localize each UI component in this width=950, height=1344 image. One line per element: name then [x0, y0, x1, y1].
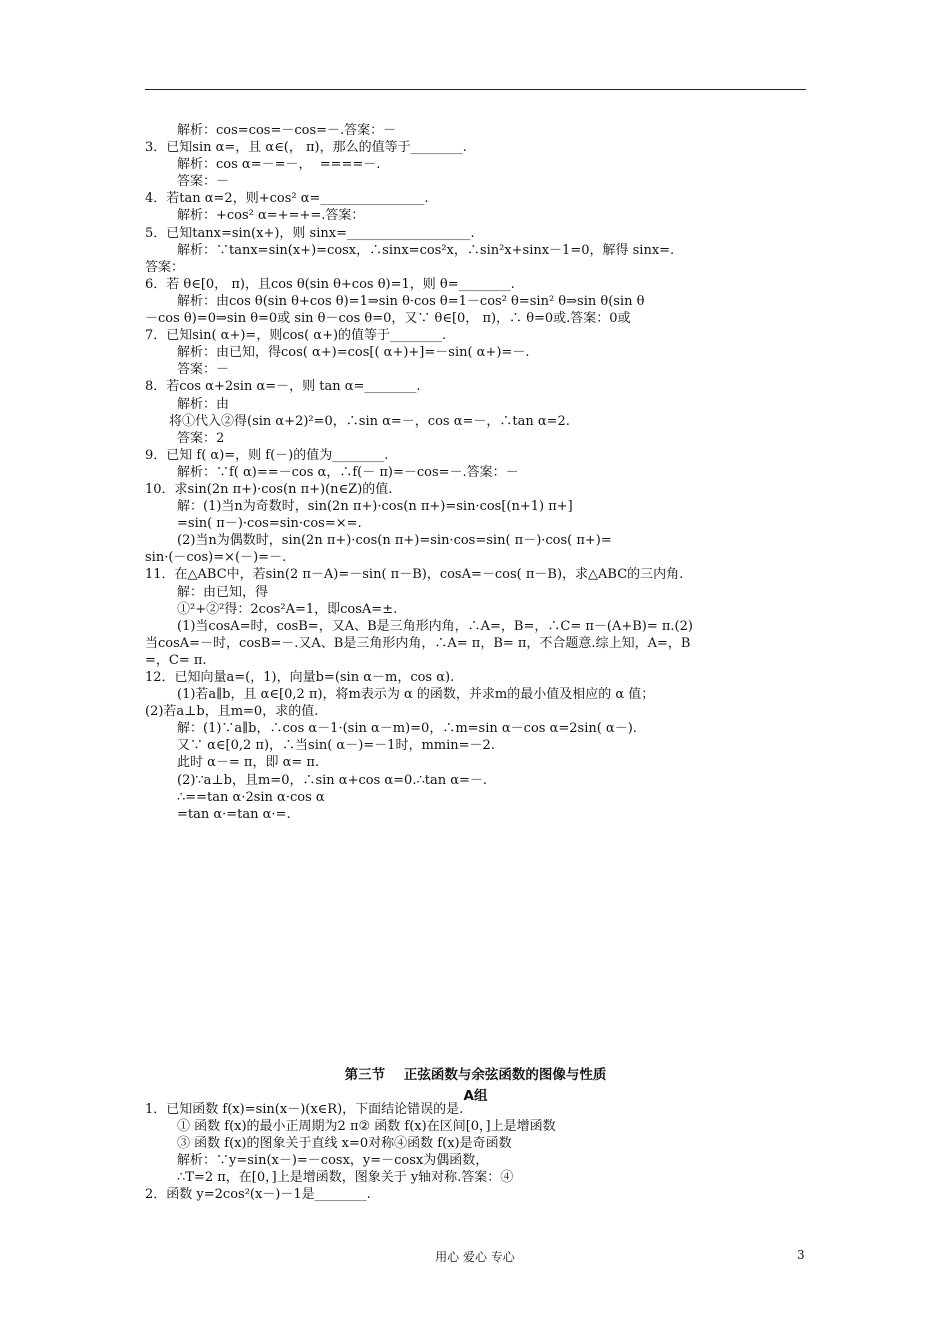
footer-slogan: 用心 爱心 专心 [435, 1250, 515, 1264]
text-line: 4．若tan α=2，则+cos² α=________________. [145, 191, 429, 207]
text-line: ∴T=2 π，在[0，]上是增函数，图象关于 y轴对称.答案：④ [177, 1170, 514, 1186]
text-line: 解析：+cos² α=+=+=.答案： [177, 208, 365, 224]
text-line: 解析：由 [177, 396, 230, 412]
text-line: 此时 α－= π，即 α= π. [177, 755, 320, 771]
text-line: 解：(1)当n为奇数时，sin(2n π+)·cos(n π+)=sin·cos[(n+1) π+] [177, 499, 573, 515]
text-line: 又∵ α∈[0,2 π)，∴当sin( α－)=－1时，mmin=－2. [177, 738, 495, 754]
text-line: ∴==tan α·2sin α·cos α [177, 789, 325, 805]
text-line: 7．已知sin( α+)=，则cos( α+)的值等于________. [145, 328, 447, 344]
text-line: 答案：2 [177, 430, 225, 446]
text-line: 解析：∵y=sin(x－)=－cosx，y=－cosx为偶函数， [177, 1153, 489, 1169]
text-line: 答案： [145, 259, 185, 275]
text-line: 答案：－ [177, 362, 230, 378]
text-line: 当cosA=－时，cosB=－.又A、B是三角形内角，∴A= π，B= π，不合题意.综上知，A=，B [145, 635, 691, 651]
text-line: sin·(－cos)=×(－)=－. [145, 550, 287, 566]
text-line: =，C= π. [145, 652, 207, 668]
text-line: (1)当cosA=时，cosB=，又A、B是三角形内角，∴A=，B=，∴C= π－(A+B)= π.(2) [177, 618, 693, 634]
text-line: 解：(1)∵a∥b，∴cos α－1·(sin α－m)=0，∴m=sin α－cos α=2sin( α－). [177, 721, 637, 737]
text-line: 解析：∵f( α)==－cos α，∴f(－ π)=－cos=－.答案：－ [177, 464, 519, 480]
section-title: 第三节 正弦函数与余弦函数的图像与性质 [344, 1067, 607, 1083]
text-line: 将①代入②得(sin α+2)²=0，∴sin α=－，cos α=－，∴tan α=2. [169, 413, 570, 429]
text-line: 1．已知函数 f(x)=sin(x－)(x∈R)，下面结论错误的是. [145, 1102, 464, 1117]
text-line: ①²+②²得：2cos²A=1，即cosA=±. [177, 601, 398, 617]
group-label: A组 [463, 1088, 488, 1104]
text-line: 答案：－ [177, 174, 230, 190]
text-line: 解析：cos α=－=－， ====－. [177, 157, 381, 173]
text-line: (2)若a⊥b，且m=0，求的值. [145, 704, 319, 720]
text-line: ③ 函数 f(x)的图象关于直线 x=0对称④函数 f(x)是奇函数 [177, 1136, 512, 1152]
text-line: =sin( π－)·cos=sin·cos=×=. [177, 516, 362, 532]
text-line: (1)若a∥b，且 α∈[0,2 π)，将m表示为 α 的函数，并求m的最小值及相应的 α 值； [177, 687, 655, 703]
text-line: 10．求sin(2n π+)·cos(n π+)(n∈Z)的值. [145, 481, 393, 497]
section-exercises-block [145, 1101, 810, 1204]
text-line: (2)∵a⊥b，且m=0，∴sin α+cos α=0.∴tan α=－. [177, 772, 488, 788]
text-line: 12．已知向量a=(，1)，向量b=(sin α－m，cos α). [145, 670, 455, 685]
page-number: 3 [797, 1248, 805, 1262]
text-line: 6．若 θ∈[0， π)，且cos θ(sin θ+cos θ)=1，则 θ=________. [145, 276, 515, 292]
text-line: 5．已知tanx=sin(x+)，则 sinx=___________________. [145, 225, 475, 241]
text-line: 解析：由cos θ(sin θ+cos θ)=1⇒sin θ·cos θ=1－cos² θ=sin² θ⇒sin θ(sin θ [177, 293, 645, 309]
text-line: 9．已知 f( α)=，则 f(－)的值为________. [145, 447, 389, 463]
text-line: 8．若cos α+2sin α=－，则 tan α=________. [145, 379, 421, 395]
text-line: 解析：∵tanx=sin(x+)=cosx，∴sinx=cos²x，∴sin²x+sinx－1=0，解得 sinx=. [177, 242, 675, 258]
text-line: －cos θ)=0⇒sin θ=0或 sin θ－cos θ=0，又∵ θ∈[0， π)，∴ θ=0或.答案：0或 [145, 311, 631, 327]
text-line: 2．函数 y=2cos²(x－)－1是________. [145, 1187, 371, 1203]
text-line: =tan α·=tan α·=. [177, 806, 291, 822]
header-rule [145, 89, 806, 90]
text-line: 解析：由已知，得cos( α+)=cos[( α+)+]=－sin( α+)=－. [177, 345, 530, 361]
text-line: (2)当n为偶数时，sin(2n π+)·cos(n π+)=sin·cos=sin( π－)·cos( π+)= [177, 533, 612, 549]
text-line: 解析：cos=cos=－cos=－.答案：－ [177, 123, 397, 138]
text-line: 解：由已知，得 [177, 584, 269, 600]
text-line: 11．在△ABC中，若sin(2 π－A)=－sin( π－B)，cosA=－cos( π－B)，求△ABC的三内角. [145, 567, 684, 583]
text-line: ① 函数 f(x)的最小正周期为2 π② 函数 f(x)在区间[0，]上是增函数 [177, 1119, 556, 1135]
text-line: 3．已知sin α=，且 α∈(， π)，那么的值等于________. [145, 140, 467, 156]
solutions-block [145, 122, 810, 823]
